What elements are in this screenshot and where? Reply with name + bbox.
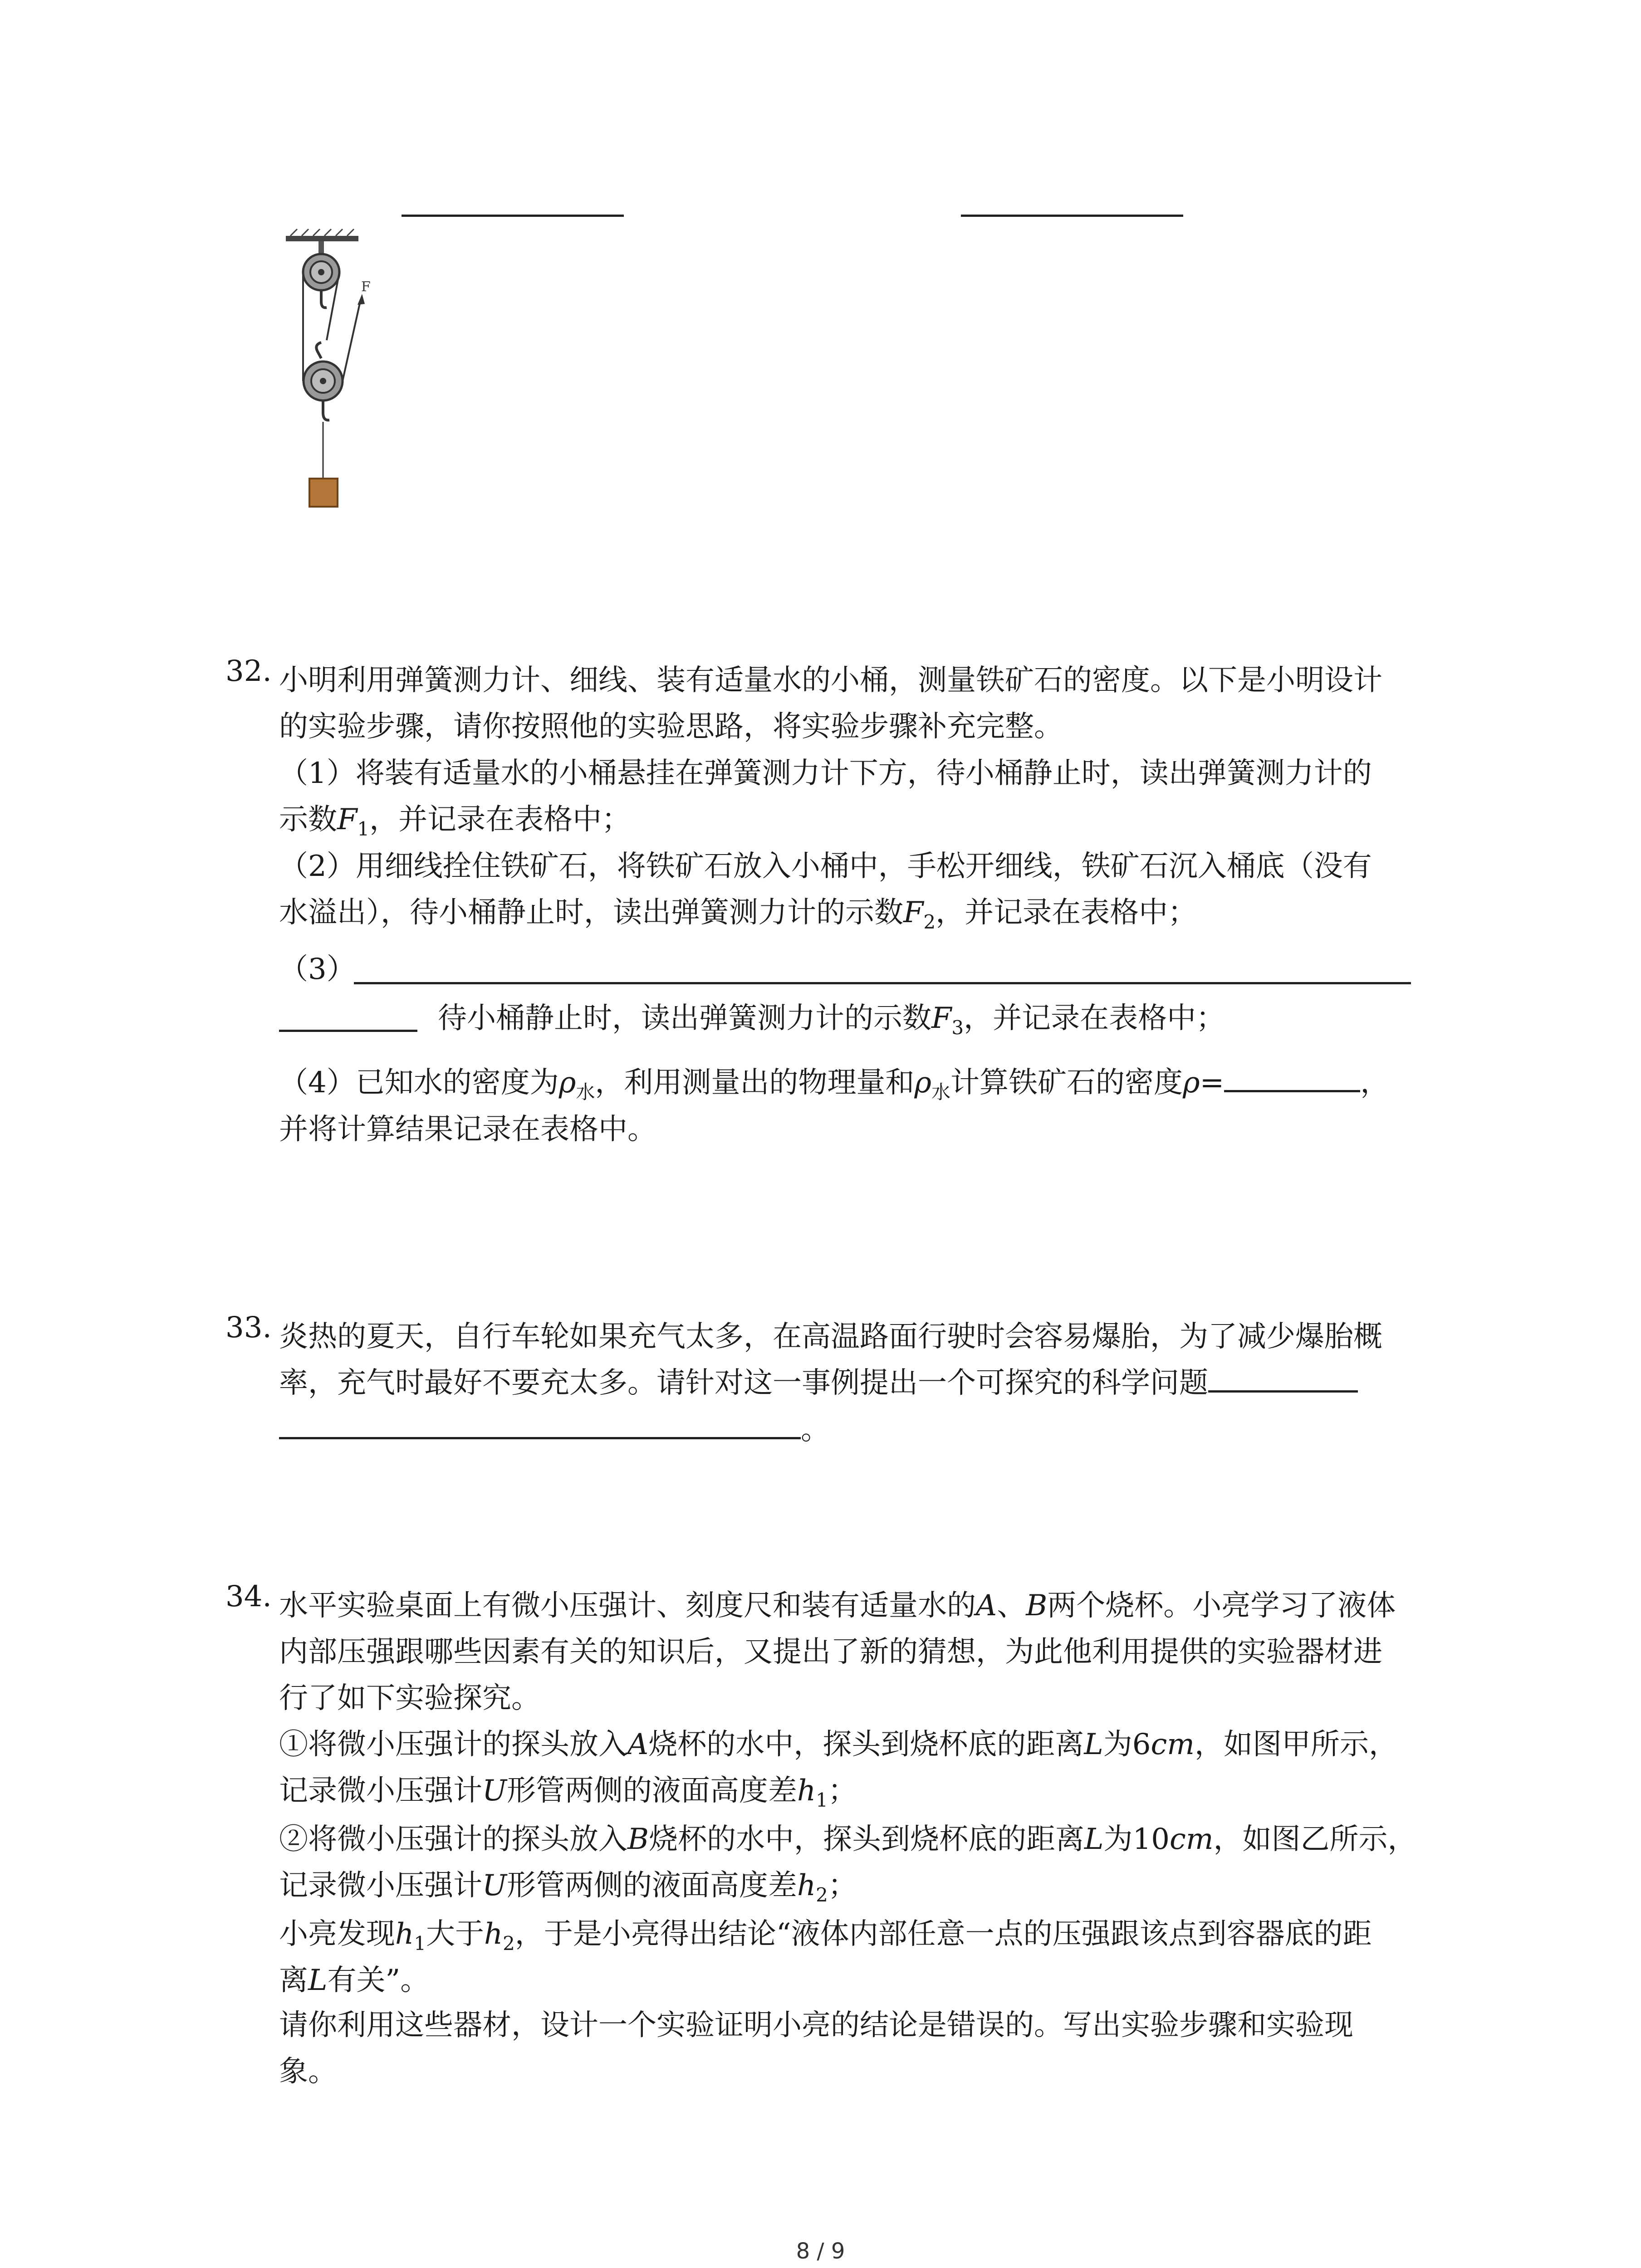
page-number: 8 / 9 — [796, 2239, 845, 2264]
q34-step2-line-2: 记录微小压强计U形管两侧的液面高度差$h_2$； — [279, 1869, 857, 1906]
pulley-figure — [281, 227, 381, 517]
q34-conclusion-line-1: 小亮发现$h_1$大于$h_2$，于是小亮得出结论“液体内部任意一点的压强跟该点到容器底的距 — [279, 1917, 1372, 1955]
q34-number: 34. — [225, 1580, 272, 1613]
answer-blank-top-left[interactable] — [402, 215, 624, 217]
q34-request-line-1: 请你利用这些器材，设计一个实验证明小亮的结论是错误的。写出实验步骤和实验现 — [279, 2009, 1353, 2042]
q32-line-2: 的实验步骤，请你按照他的实验思路，将实验步骤补充完整。 — [279, 710, 1063, 743]
q32-step4-line-1: （4）已知水的密度为$\rho_水$，利用测量出的物理量和$\rho_水$计算铁矿石的密度ρ= ， — [279, 1059, 1389, 1105]
q34-request-line-2: 象。 — [279, 2055, 337, 2088]
q34-line-1: 水平实验桌面上有微小压强计、刻度尺和装有适量水的A、B两个烧杯。小亮学习了液体 — [279, 1589, 1396, 1623]
var-F2: F — [903, 896, 924, 929]
q32-step2-line-1: （2）用细线拴住铁矿石，将铁矿石放入小桶中，手松开细线，铁矿石沉入桶底（没有 — [279, 850, 1372, 883]
q33-line-2: 率，充气时最好不要充太多。请针对这一事例提出一个可探究的科学问题 — [279, 1359, 1358, 1401]
q34-line-2: 内部压强跟哪些因素有关的知识后，又提出了新的猜想，为此他利用提供的实验器材进 — [279, 1635, 1382, 1669]
q32-step1-line-1: （1）将装有适量水的小桶悬挂在弹簧测力计下方，待小桶静止时，读出弹簧测力计的 — [279, 757, 1372, 790]
q34-step2-line-1: ②将微小压强计的探头放入B烧杯的水中，探头到烧杯底的距离L为10cm，如图乙所示， — [279, 1823, 1417, 1856]
q33-blank-1[interactable] — [1208, 1363, 1358, 1393]
q34-line-3: 行了如下实验探究。 — [279, 1681, 540, 1715]
var-F3: F — [931, 1002, 952, 1035]
var-rho-water: ρ — [558, 1066, 576, 1100]
q34-step1-line-2: 记录微小压强计U形管两侧的液面高度差$h_1$； — [279, 1774, 857, 1811]
answer-blank-top-right[interactable] — [961, 215, 1183, 217]
q34-step1-line-1: ①将微小压强计的探头放入A烧杯的水中，探头到烧杯底的距离L为6cm，如图甲所示， — [279, 1728, 1398, 1761]
q33-number: 33. — [225, 1311, 272, 1344]
q32-step1-line-2: 示数$F_1$，并记录在表格中； — [279, 803, 631, 840]
q33-line-3: 。 — [279, 1406, 830, 1448]
q32-step3-line-2: 待小桶静止时，读出弹簧测力计的示数$F_3$，并记录在表格中； — [438, 1002, 1225, 1039]
q32-number: 32. — [225, 655, 272, 688]
q32-step3-blank-1[interactable] — [354, 982, 1411, 984]
q32-step2-line-2: 水溢出），待小桶静止时，读出弹簧测力计的示数$F_2$，并记录在表格中； — [279, 896, 1197, 933]
q32-density-blank[interactable] — [1224, 1063, 1360, 1092]
var-rho: ρ — [1183, 1066, 1200, 1100]
q33-blank-2[interactable] — [279, 1410, 801, 1439]
q32-step4-line-2: 并将计算结果记录在表格中。 — [279, 1113, 656, 1146]
q33-line-1: 炎热的夏天，自行车轮如果充气太多，在高温路面行驶时会容易爆胎，为了减少爆胎概 — [279, 1320, 1382, 1354]
q34-conclusion-line-2: 离L有关”。 — [279, 1964, 430, 1997]
q32-step3-label: （3） — [279, 953, 356, 986]
var-F1: F — [337, 803, 358, 836]
q32-line-1: 小明利用弹簧测力计、细线、装有适量水的小桶，测量铁矿石的密度。以下是小明设计 — [279, 664, 1382, 697]
force-label: F — [361, 279, 371, 295]
q32-step3-blank-2[interactable] — [279, 1030, 417, 1032]
